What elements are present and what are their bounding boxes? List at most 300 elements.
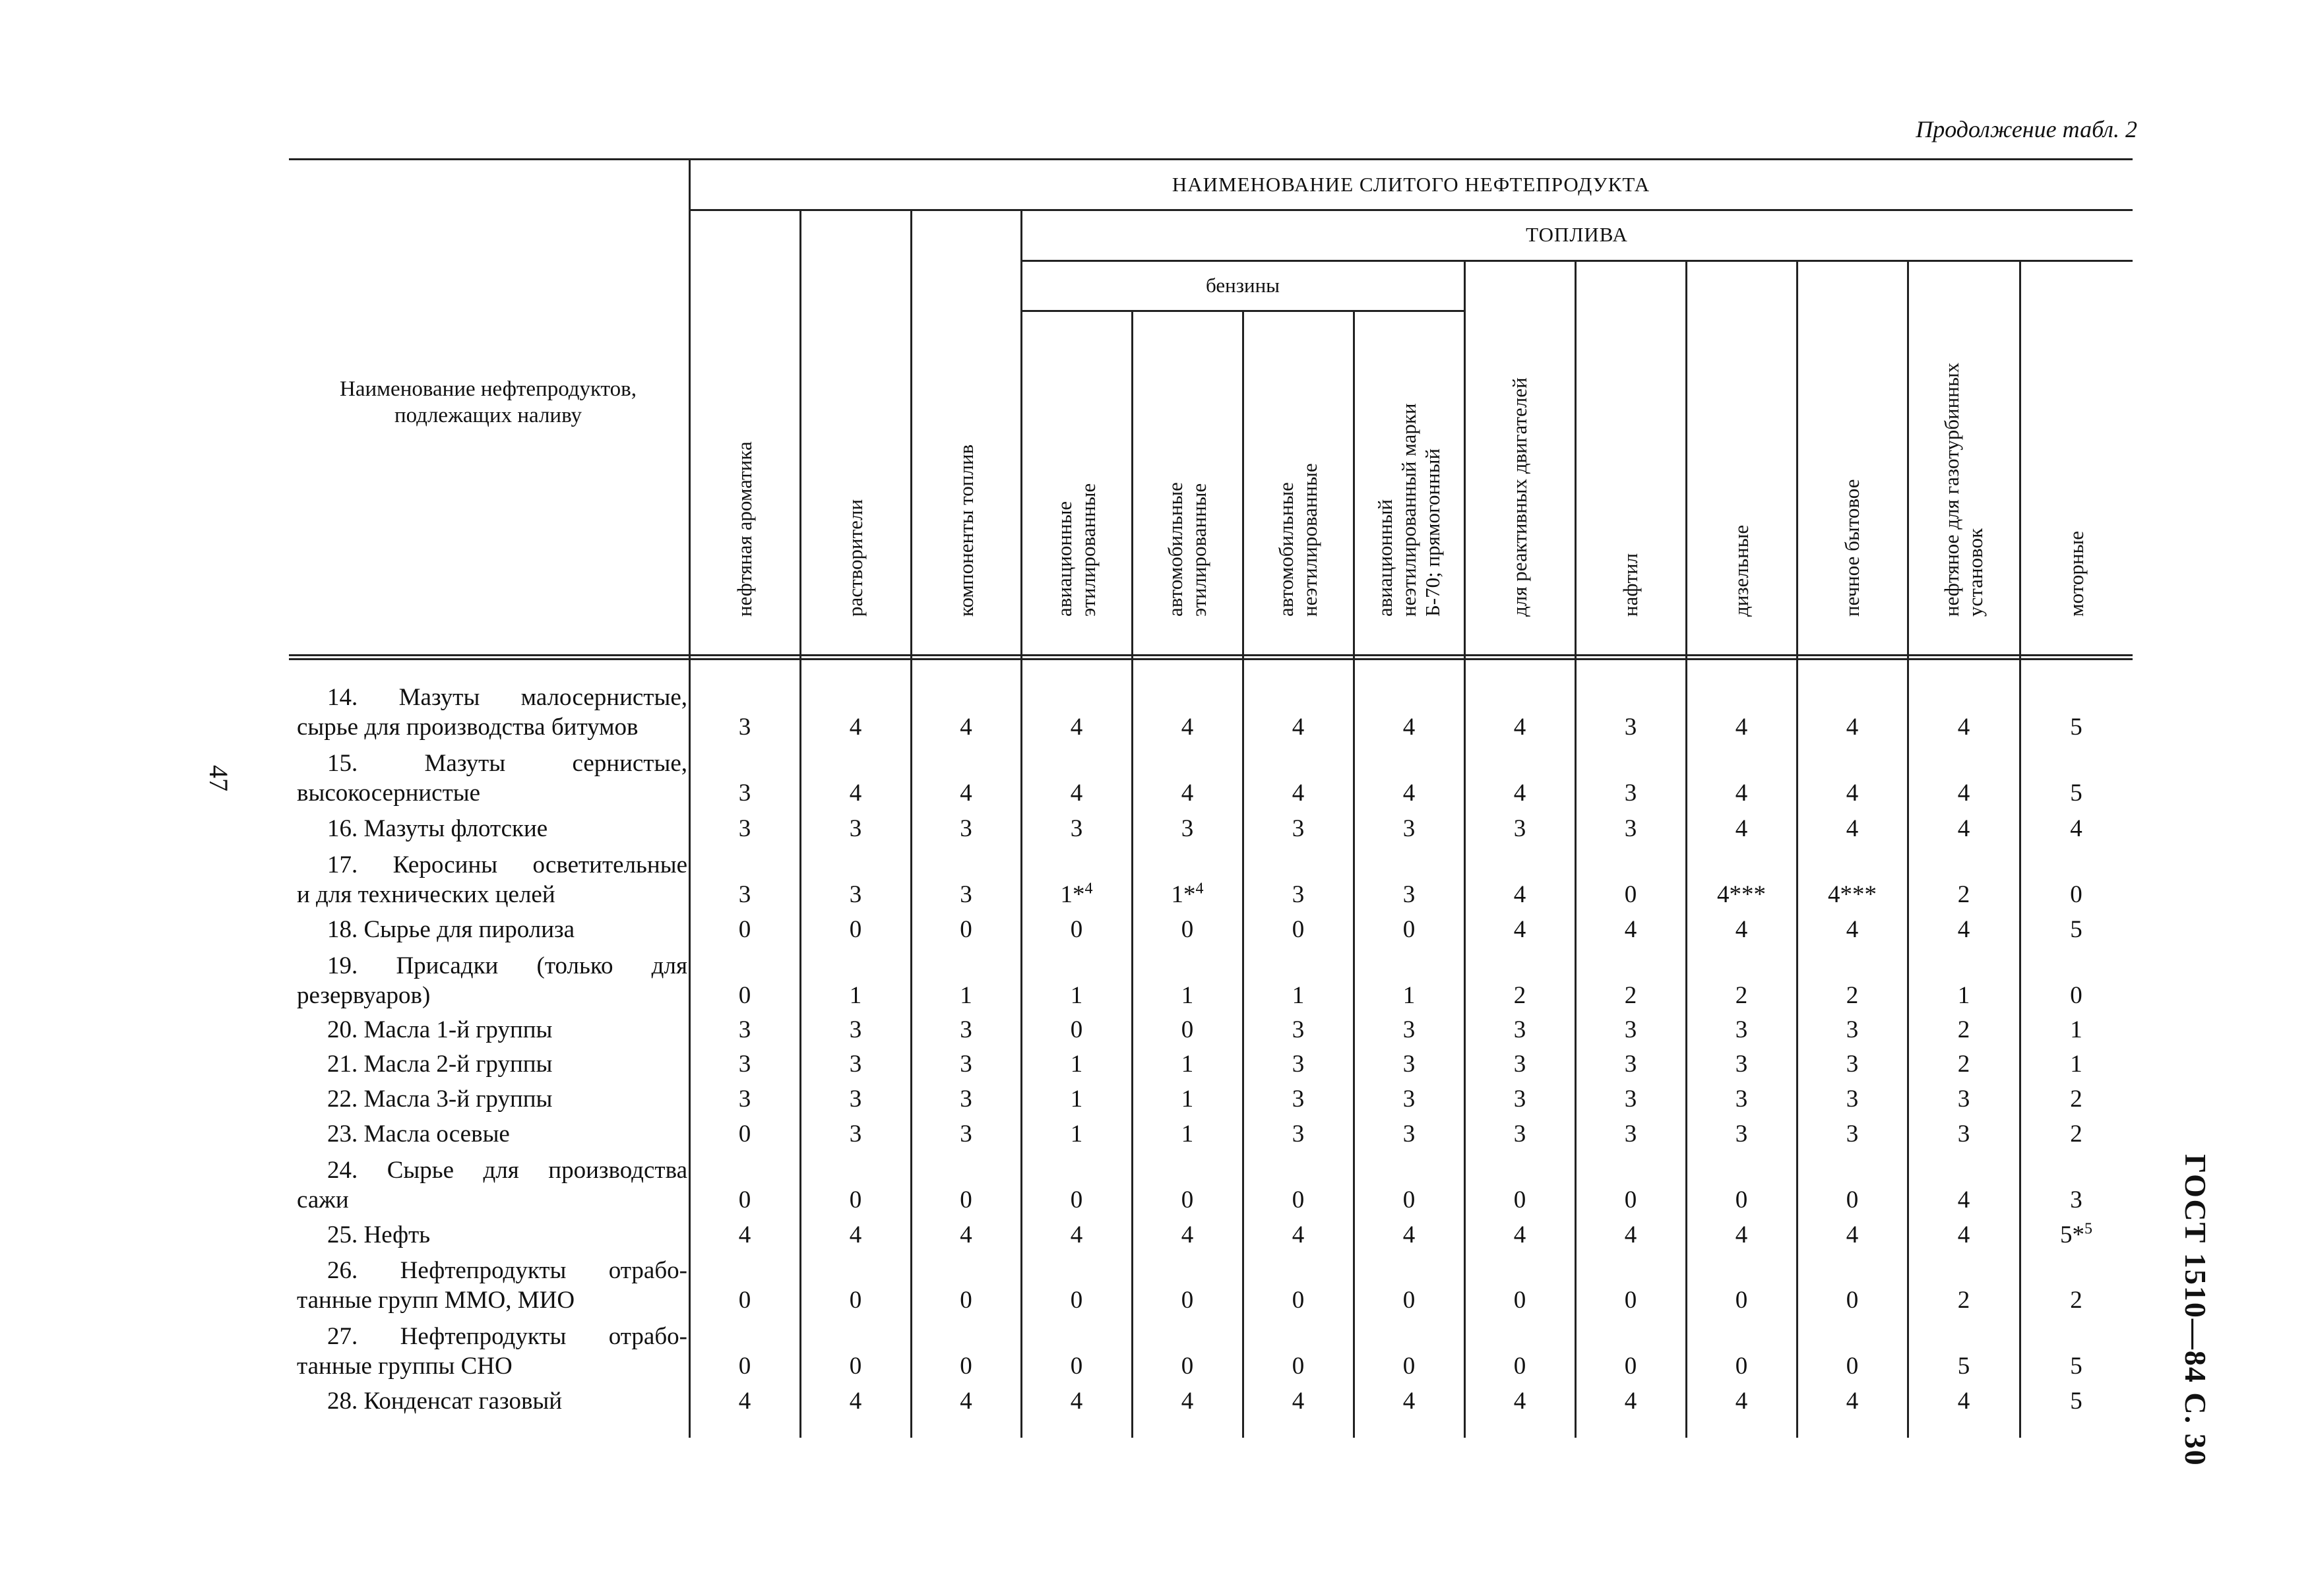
table-cell <box>1715 814 1768 844</box>
column-header <box>1274 463 1322 617</box>
table-cell <box>829 713 882 742</box>
row-name-line <box>297 952 687 981</box>
cell-value: 1 <box>1070 1051 1083 1078</box>
table-cell <box>829 1120 882 1149</box>
table-cell <box>829 1050 882 1079</box>
table-cell <box>829 880 882 909</box>
column-header-line: неэтилированный марки <box>1397 403 1420 617</box>
table-cell <box>1715 915 1768 944</box>
cell-value: 0 <box>1402 1287 1416 1314</box>
cell-value: 2 <box>1513 982 1526 1009</box>
cell-value: 0 <box>1070 916 1083 943</box>
cell-value: 0 <box>849 1186 862 1213</box>
column-header-line: Б-70; прямогонный <box>1421 448 1444 617</box>
table-cell <box>829 814 882 844</box>
column-header <box>1619 553 1642 617</box>
column-rule <box>1796 262 1798 1438</box>
cell-value: 3 <box>849 881 862 908</box>
table-cell <box>1050 1085 1103 1114</box>
cell-value: 3 <box>1513 815 1526 842</box>
table-cell <box>940 915 993 944</box>
table-cell <box>1161 880 1214 909</box>
column-header-line: нафтил <box>1619 553 1642 617</box>
table-cell <box>718 814 771 844</box>
table-cell <box>1937 1050 1990 1079</box>
cell-value: 3 <box>1846 1120 1859 1148</box>
cell-value: 3 <box>1624 815 1637 842</box>
cell-value: 1 <box>1070 1120 1083 1148</box>
table-cell <box>2050 1085 2103 1114</box>
cell-value: 0 <box>1846 1186 1859 1213</box>
table-cell <box>1937 981 1990 1010</box>
table-cell <box>940 981 993 1010</box>
table-cell <box>1383 1286 1435 1315</box>
cell-value: 0 <box>960 1186 972 1213</box>
table-cell <box>1493 713 1546 742</box>
cell-value: 0 <box>1624 1186 1637 1213</box>
table-cell <box>1050 1221 1103 1250</box>
cell-value: 4 <box>738 1388 751 1415</box>
cell-value: 4 <box>849 1221 862 1248</box>
table-cell <box>1272 1387 1325 1416</box>
header-gasolines: бензины <box>1206 274 1280 297</box>
cell-value: 4 <box>1070 1221 1083 1248</box>
cell-value: 4 <box>1624 1221 1637 1248</box>
cell-value: 3 <box>849 1016 862 1043</box>
cell-value: 3 <box>1846 1051 1859 1078</box>
table-cell <box>940 1387 993 1416</box>
cell-value: 3 <box>1735 1086 1748 1113</box>
cell-value: 3 <box>738 1051 751 1078</box>
table-cell <box>1826 981 1879 1010</box>
table-cell <box>1604 1352 1657 1381</box>
cell-value: 0 <box>1292 1287 1305 1314</box>
cell-value: 4 <box>1735 1388 1748 1415</box>
table-cell <box>718 915 771 944</box>
cell-value: 1 <box>1957 982 1970 1009</box>
table-cell <box>1604 880 1657 909</box>
row-name-line <box>297 1387 687 1416</box>
cell-value: 4 <box>849 714 862 741</box>
table-cell <box>1604 779 1657 808</box>
cell-value: 3 <box>738 1016 751 1043</box>
table-cell <box>1937 1286 1990 1315</box>
cell-value: 3 <box>1402 1016 1416 1043</box>
table-cell <box>829 1016 882 1045</box>
table-cell <box>1937 713 1990 742</box>
cell-value: 0 <box>1402 1186 1416 1213</box>
row-name-line <box>297 1352 687 1381</box>
table-cell <box>1937 1387 1990 1416</box>
cell-value: 4 <box>1735 1221 1748 1248</box>
cell-value: 3 <box>1624 714 1637 741</box>
table-cell <box>1383 880 1435 909</box>
cell-value: 4 <box>2070 815 2082 842</box>
cell-value: 0 <box>1181 1186 1194 1213</box>
header-bottom-rule <box>289 654 2133 656</box>
cell-value: 3 <box>1181 815 1194 842</box>
cell-value: 3 <box>1402 1120 1416 1148</box>
table-cell <box>1161 814 1214 844</box>
column-header-line: печное бытовое <box>1840 479 1863 617</box>
table-cell <box>829 779 882 808</box>
column-header <box>1053 483 1100 617</box>
table-cell <box>2050 915 2103 944</box>
column-header-line: установок <box>1964 528 1987 617</box>
cell-value: 3 <box>1624 1051 1637 1078</box>
table-cell <box>2050 1016 2103 1045</box>
cell-value: 3 <box>1846 1016 1859 1043</box>
cell-value: 0 <box>1846 1353 1859 1380</box>
column-header-line: компоненты топлив <box>954 444 978 617</box>
table-cell <box>1715 1387 1768 1416</box>
cell-value: 0 <box>1735 1287 1748 1314</box>
table-cell <box>1937 1085 1990 1114</box>
table-cell <box>940 1221 993 1250</box>
table-cell <box>829 1352 882 1381</box>
cell-value: 0 <box>1402 1353 1416 1380</box>
table-cell <box>829 1221 882 1250</box>
cell-value: 4 <box>1070 714 1083 741</box>
cell-value: 0 <box>738 1287 751 1314</box>
column-rule <box>1353 312 1355 1438</box>
table-cell <box>1383 1085 1435 1114</box>
table-cell <box>1050 713 1103 742</box>
table-cell <box>940 1186 993 1215</box>
table-cell <box>1715 779 1768 808</box>
cell-value: 5 <box>2070 714 2082 741</box>
table-cell <box>1383 1016 1435 1045</box>
cell-value: 1 <box>849 982 862 1009</box>
cell-value: 3 <box>960 1120 972 1148</box>
row-name-line <box>297 1322 687 1351</box>
row-name-line <box>297 1186 687 1215</box>
table-cell <box>2050 1352 2103 1381</box>
table-cell <box>2050 1120 2103 1149</box>
cell-value: 0 <box>1292 916 1305 943</box>
cell-value: 0 <box>960 916 972 943</box>
stub-header-line: подлежащих наливу <box>394 404 582 427</box>
table-cell <box>1161 981 1214 1010</box>
row-name-line <box>297 1085 687 1114</box>
cell-value: 0 <box>1735 1353 1748 1380</box>
table-cell <box>1161 1120 1214 1149</box>
cell-value: 4*** <box>1828 881 1877 908</box>
table-cell <box>1604 1221 1657 1250</box>
table-cell <box>940 779 993 808</box>
table-cell <box>718 1120 771 1149</box>
row-name-text: 26. Нефтепродукты отрабо- <box>327 1257 687 1284</box>
table-cell <box>1161 1186 1214 1215</box>
table-cell <box>1383 1221 1435 1250</box>
cell-value: 1 <box>1070 1086 1083 1113</box>
cell-value: 4 <box>1846 1388 1859 1415</box>
table-cell <box>1604 1186 1657 1215</box>
cell-value: 3 <box>960 881 972 908</box>
table-cell <box>718 1186 771 1215</box>
table-cell <box>1826 1286 1879 1315</box>
cell-value: 4 <box>1070 1388 1083 1415</box>
cell-value: 4 <box>1070 780 1083 807</box>
table-cell <box>1937 1120 1990 1149</box>
cell-value: 3 <box>1624 1016 1637 1043</box>
cell-value: 0 <box>1181 1287 1194 1314</box>
page-number: 47 <box>204 765 234 791</box>
table-cell <box>1383 1186 1435 1215</box>
column-rule <box>1464 262 1466 1438</box>
row-name-text: сырье для производства битумов <box>297 714 639 741</box>
cell-value: 4 <box>1957 916 1970 943</box>
table-cell <box>2050 880 2103 909</box>
table-cell <box>829 1186 882 1215</box>
table-cell <box>1493 1085 1546 1114</box>
cell-value: 3 <box>1292 1120 1305 1148</box>
row-name-text: 19. Присадки (только для <box>327 952 687 979</box>
cell-value: 4 <box>1181 714 1194 741</box>
cell-value: 0 <box>738 982 751 1009</box>
cell-value: 2 <box>1735 982 1748 1009</box>
table-cell <box>829 1387 882 1416</box>
table-cell <box>1826 880 1879 909</box>
row-name-text: 28. Конденсат газовый <box>327 1388 563 1415</box>
cell-value: 4 <box>1402 714 1416 741</box>
cell-value: 4 <box>1292 1221 1305 1248</box>
cell-value: 2 <box>1957 1016 1970 1043</box>
cell-value: 4 <box>1402 1388 1416 1415</box>
row-name-text: 17. Керосины осветительные <box>327 851 687 878</box>
cell-value: 3 <box>1402 881 1416 908</box>
table-cell <box>1715 1050 1768 1079</box>
table-cell <box>1272 779 1325 808</box>
table-cell <box>1272 981 1325 1010</box>
table-cell <box>1826 1186 1879 1215</box>
table-cell <box>1272 1016 1325 1045</box>
row-name-line <box>297 683 687 712</box>
table-cell <box>1272 1120 1325 1149</box>
cell-value: 5 <box>1957 1353 1970 1380</box>
row-name-text: 22. Масла 3-й группы <box>327 1086 553 1113</box>
cell-value: 0 <box>849 1287 862 1314</box>
table-cell <box>1161 713 1214 742</box>
table-cell <box>1050 1387 1103 1416</box>
cell-value: 2 <box>1957 1287 1970 1314</box>
column-rule <box>689 158 691 1438</box>
row-name-text: 23. Масла осевые <box>327 1120 510 1148</box>
row-name-text: 16. Мазуты флотские <box>327 815 548 842</box>
table-cell <box>1161 1016 1214 1045</box>
table-cell <box>1604 1050 1657 1079</box>
column-rule <box>799 211 801 1438</box>
column-header <box>954 445 978 617</box>
cell-value: 5* <box>2060 1221 2084 1248</box>
table-cell <box>718 1286 771 1315</box>
column-header <box>844 499 867 617</box>
cell-value: 4 <box>1513 780 1526 807</box>
cell-value: 4 <box>960 780 972 807</box>
table-cell <box>1937 1186 1990 1215</box>
cell-value: 4 <box>1846 1221 1859 1248</box>
table-cell <box>1272 915 1325 944</box>
table-cell <box>718 1221 771 1250</box>
cell-value: 3 <box>1513 1051 1526 1078</box>
cell-value: 0 <box>738 1353 751 1380</box>
table-cell <box>1826 915 1879 944</box>
cell-value: 0 <box>738 916 751 943</box>
cell-value: 3 <box>1735 1016 1748 1043</box>
row-name-text: резервуаров) <box>297 982 431 1009</box>
table-cell <box>718 1050 771 1079</box>
cell-value: 5 <box>2070 1388 2082 1415</box>
column-header-line: авиационные <box>1053 501 1076 617</box>
table-cell <box>1937 814 1990 844</box>
cell-value: 4 <box>1846 714 1859 741</box>
column-header-line: автомобильные <box>1274 482 1298 617</box>
column-header-line: нефтяная ароматика <box>733 441 756 617</box>
cell-value: 4 <box>1735 780 1748 807</box>
table-cell <box>1937 915 1990 944</box>
row-name-text: и для технических целей <box>297 881 555 908</box>
cell-value: 4 <box>738 1221 751 1248</box>
table-cell <box>718 779 771 808</box>
column-header-line: моторные <box>2064 530 2088 617</box>
table-cell <box>940 880 993 909</box>
cell-value: 3 <box>1957 1086 1970 1113</box>
column-header-line: авиационный <box>1373 499 1396 617</box>
table-cell <box>1050 1016 1103 1045</box>
cell-value: 3 <box>1513 1120 1526 1148</box>
cell-value: 3 <box>960 1051 972 1078</box>
table-cell <box>1050 1186 1103 1215</box>
table-cell <box>1493 981 1546 1010</box>
header-bottom-rule-2 <box>289 658 2133 660</box>
table-cell <box>940 713 993 742</box>
table-cell <box>1715 1120 1768 1149</box>
table-cell <box>1383 1352 1435 1381</box>
cell-value: 0 <box>1513 1186 1526 1213</box>
column-header-line: этилированные <box>1187 483 1210 617</box>
table-cell <box>940 1286 993 1315</box>
cell-value: 1* <box>1171 881 1196 908</box>
table-cell <box>829 981 882 1010</box>
cell-value: 1 <box>1070 982 1083 1009</box>
table-cell <box>1161 915 1214 944</box>
table-cell <box>829 915 882 944</box>
column-header <box>1730 525 1753 617</box>
cell-value: 2 <box>1846 982 1859 1009</box>
table-cell <box>940 1016 993 1045</box>
table-cell <box>2050 981 2103 1010</box>
table-cell <box>940 814 993 844</box>
standard-id: ГОСТ 1510—84 С. 30 <box>2179 1154 2212 1467</box>
table-cell <box>1161 1085 1214 1114</box>
cell-value: 5 <box>2070 1353 2082 1380</box>
cell-value: 0 <box>2070 982 2082 1009</box>
cell-value: 3 <box>849 1051 862 1078</box>
cell-value: 3 <box>1624 780 1637 807</box>
cell-value: 3 <box>1070 815 1083 842</box>
table-cell <box>1161 1221 1214 1250</box>
cell-value: 4 <box>960 1388 972 1415</box>
column-header-line: неэтилированные <box>1298 463 1321 617</box>
cell-value: 0 <box>2070 881 2082 908</box>
cell-value: 4 <box>1513 1221 1526 1248</box>
cell-value: 2 <box>1957 881 1970 908</box>
column-rule <box>1020 211 1022 1438</box>
cell-value: 0 <box>1513 1353 1526 1380</box>
cell-value: 5 <box>2070 916 2082 943</box>
table-cell <box>1715 1221 1768 1250</box>
cell-value: 3 <box>1402 1051 1416 1078</box>
column-header <box>1164 482 1211 617</box>
cell-value: 3 <box>1402 815 1416 842</box>
column-rule <box>1907 262 1909 1438</box>
table-cell <box>1715 1286 1768 1315</box>
table-cell <box>1272 1221 1325 1250</box>
cell-value: 4 <box>1513 714 1526 741</box>
row-name-line <box>297 814 687 844</box>
cell-value: 2 <box>1957 1051 1970 1078</box>
cell-value: 0 <box>960 1353 972 1380</box>
cell-value: 0 <box>1402 916 1416 943</box>
table-cell <box>2050 1050 2103 1079</box>
cell-value: 4 <box>1735 714 1748 741</box>
table-cell <box>2050 1286 2103 1315</box>
row-name-line <box>297 915 687 944</box>
table-cell <box>1161 1286 1214 1315</box>
column-header <box>2065 531 2088 617</box>
table-cell <box>2050 1387 2103 1416</box>
cell-value: 4 <box>1735 815 1748 842</box>
cell-value: 3 <box>738 780 751 807</box>
row-name-line <box>297 851 687 880</box>
table-cell <box>1161 1050 1214 1079</box>
table-cell <box>1604 1085 1657 1114</box>
table-cell <box>1493 1120 1546 1149</box>
table-cell <box>1937 880 1990 909</box>
table-cell <box>1826 814 1879 844</box>
column-header-line: для реактивных двигателей <box>1508 377 1531 617</box>
cell-value: 0 <box>1624 881 1637 908</box>
row-name-line <box>297 1016 687 1045</box>
table-cell <box>1826 779 1879 808</box>
table-cell <box>1715 713 1768 742</box>
row-name-line <box>297 880 687 909</box>
table-cell <box>1493 915 1546 944</box>
column-header <box>1840 479 1864 617</box>
table-cell <box>1493 880 1546 909</box>
cell-value: 1 <box>2070 1051 2082 1078</box>
table-cell <box>2050 779 2103 808</box>
cell-value: 3 <box>1292 1051 1305 1078</box>
row-name-text: 27. Нефтепродукты отрабо- <box>327 1323 687 1350</box>
table-cell <box>1050 814 1103 844</box>
cell-value: 1 <box>1181 1120 1194 1148</box>
cell-value: 0 <box>1624 1287 1637 1314</box>
table-cell <box>1937 1016 1990 1045</box>
table-cell <box>1050 981 1103 1010</box>
cell-value: 1 <box>960 982 972 1009</box>
column-header <box>1373 403 1445 617</box>
cell-value: 4 <box>1292 1388 1305 1415</box>
column-header-line: растворители <box>844 499 867 617</box>
table-cell <box>2050 1221 2103 1250</box>
table-cell <box>829 1286 882 1315</box>
cell-value: 3 <box>1624 1086 1637 1113</box>
table-cell <box>1715 981 1768 1010</box>
cell-value: 0 <box>1846 1287 1859 1314</box>
header-fuels: ТОПЛИВА <box>1526 223 1628 246</box>
table-cell <box>1272 1352 1325 1381</box>
